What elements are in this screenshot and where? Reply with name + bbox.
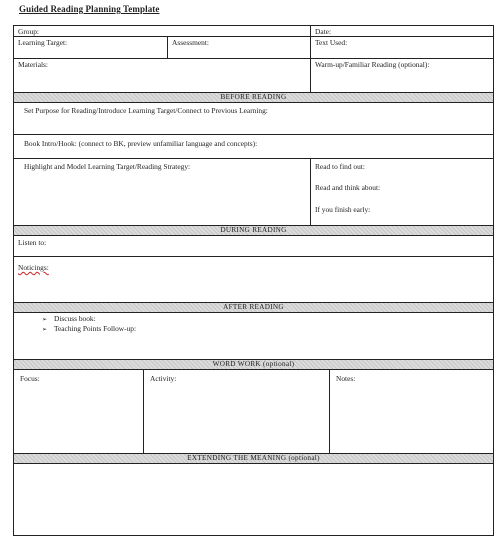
- after-reading-header: [14, 302, 493, 313]
- divider: [14, 36, 493, 37]
- during-reading-label: DURING READING: [220, 226, 287, 234]
- during-reading-header: [14, 225, 493, 236]
- teaching-points-item[interactable]: [42, 324, 136, 334]
- discuss-book-label: Discuss book:: [54, 314, 96, 323]
- materials-field[interactable]: Materials:: [18, 60, 48, 69]
- group-field[interactable]: Group:: [18, 27, 39, 36]
- notes-field[interactable]: Notes:: [336, 374, 356, 383]
- word-work-header: [14, 359, 493, 370]
- extending-meaning-header: [14, 453, 493, 464]
- arrow-bullet-icon: ➢: [42, 316, 48, 323]
- noticings-label: Noticings:: [18, 263, 49, 272]
- listen-to-field[interactable]: Listen to:: [18, 238, 47, 247]
- divider: [143, 369, 144, 453]
- planning-form: [13, 25, 494, 536]
- divider: [14, 158, 493, 159]
- extending-meaning-label: EXTENDING THE MEANING (optional): [187, 454, 320, 462]
- before-reading-label: BEFORE READING: [220, 93, 287, 101]
- set-purpose-field[interactable]: Set Purpose for Reading/Introduce Learning Target/Connect to Previous Learning:: [24, 106, 268, 115]
- activity-field[interactable]: Activity:: [150, 374, 177, 383]
- read-to-find-field[interactable]: Read to find out:: [315, 162, 365, 171]
- read-and-think-field[interactable]: Read and think about:: [315, 183, 381, 192]
- text-used-field[interactable]: Text Used:: [315, 38, 348, 47]
- date-field[interactable]: Date:: [315, 27, 332, 36]
- word-work-label: WORD WORK (optional): [212, 360, 295, 368]
- arrow-bullet-icon: ➢: [42, 326, 48, 333]
- divider: [14, 256, 493, 257]
- teaching-points-label: Teaching Points Follow-up:: [54, 324, 137, 333]
- discuss-book-item[interactable]: [42, 314, 96, 324]
- divider: [14, 134, 493, 135]
- book-intro-field[interactable]: Book Intro/Hook: (connect to BK, preview unfamiliar language and concepts):: [24, 139, 258, 148]
- focus-field[interactable]: Focus:: [20, 374, 40, 383]
- highlight-field[interactable]: Highlight and Model Learning Target/Reading Strategy:: [24, 162, 191, 171]
- page-title: Guided Reading Planning Template: [19, 4, 160, 14]
- before-reading-header: [14, 92, 493, 103]
- after-reading-label: AFTER READING: [223, 303, 284, 311]
- learning-target-field[interactable]: Learning Target:: [18, 38, 68, 47]
- warmup-field[interactable]: Warm-up/Familiar Reading (optional):: [315, 60, 430, 69]
- if-finish-early-field[interactable]: If you finish early:: [315, 205, 371, 214]
- extending-meaning-area[interactable]: [14, 464, 493, 536]
- assessment-field[interactable]: Assessment:: [172, 38, 209, 47]
- noticings-field[interactable]: [14, 262, 53, 273]
- divider: [329, 369, 330, 453]
